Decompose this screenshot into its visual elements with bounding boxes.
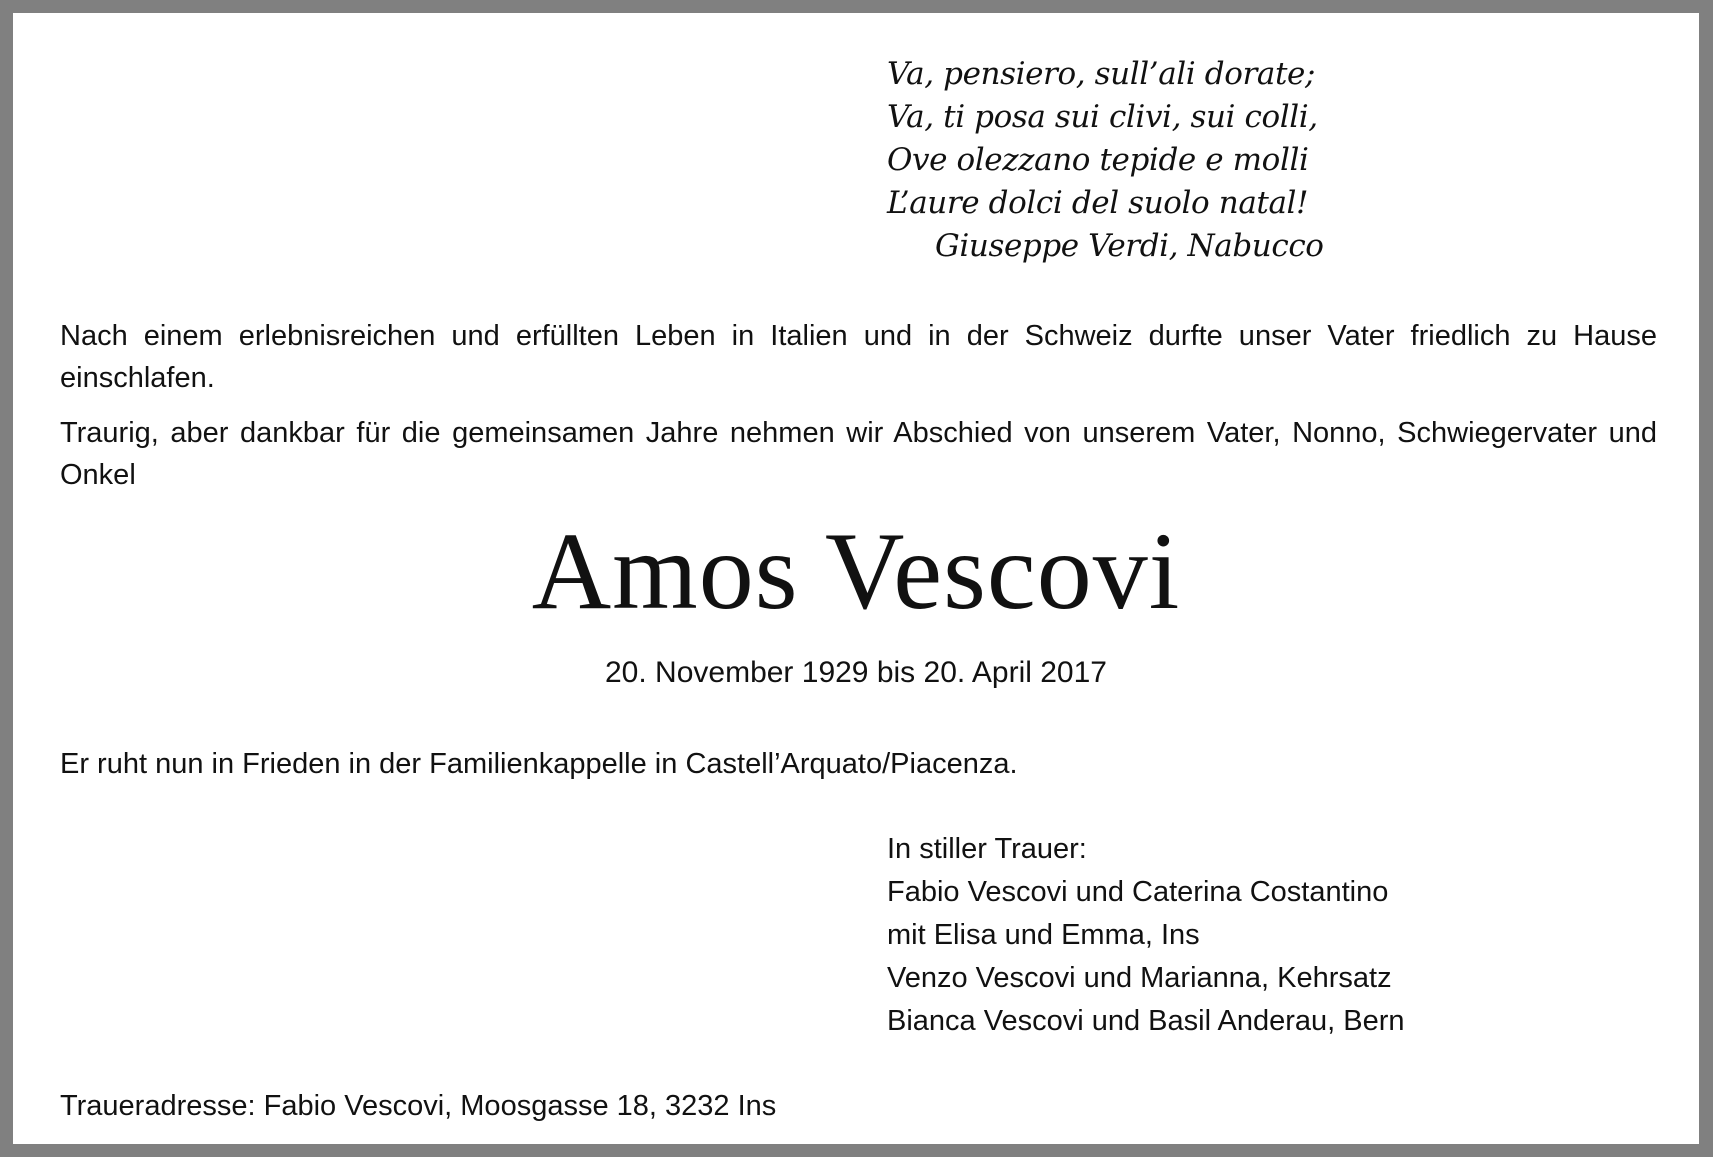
- mourner-line-4: Bianca Vescovi und Basil Anderau, Bern: [887, 1005, 1405, 1037]
- poem-line-3: Ove olezzano tepide e molli: [887, 142, 1309, 178]
- life-dates: 20. November 1929 bis 20. April 2017: [605, 656, 1107, 689]
- obituary-notice: [13, 13, 1699, 1144]
- mourners-heading: In stiller Trauer:: [887, 833, 1087, 865]
- mourning-address: Traueradresse: Fabio Vescovi, Moosgasse 18, 3232 Ins: [60, 1090, 777, 1122]
- intro-paragraph-2: Traurig, aber dankbar für die gemeinsamen Jahre nehmen wir Abschied von unserem Vater, Nonno, Schwiegervater und Onkel: [60, 417, 1657, 491]
- intro-paragraph-1: Nach einem erlebnisreichen und erfüllten Leben in Italien und in der Schweiz durfte unser Vater friedlich zu Hause einschlafen.: [60, 320, 1657, 394]
- mourner-line-2: mit Elisa und Emma, Ins: [887, 919, 1200, 951]
- resting-place-text: Er ruht nun in Frieden in der Familienkappelle in Castell’Arquato/Piacenza.: [60, 748, 1018, 780]
- mourners-block: [887, 828, 1405, 1043]
- mourner-line-3: Venzo Vescovi und Marianna, Kehrsatz: [887, 962, 1392, 994]
- mourner-line-1: Fabio Vescovi und Caterina Costantino: [887, 876, 1389, 908]
- poem-line-1: Va, pensiero, sull’ali dorate;: [887, 56, 1316, 92]
- poem-attribution: Giuseppe Verdi, Nabucco: [935, 228, 1324, 264]
- poem-line-4: L’aure dolci del suolo natal!: [887, 185, 1309, 221]
- poem-quote: [887, 53, 1324, 268]
- poem-line-2: Va, ti posa sui clivi, sui colli,: [887, 99, 1318, 135]
- deceased-name: Amos Vescovi: [531, 510, 1181, 632]
